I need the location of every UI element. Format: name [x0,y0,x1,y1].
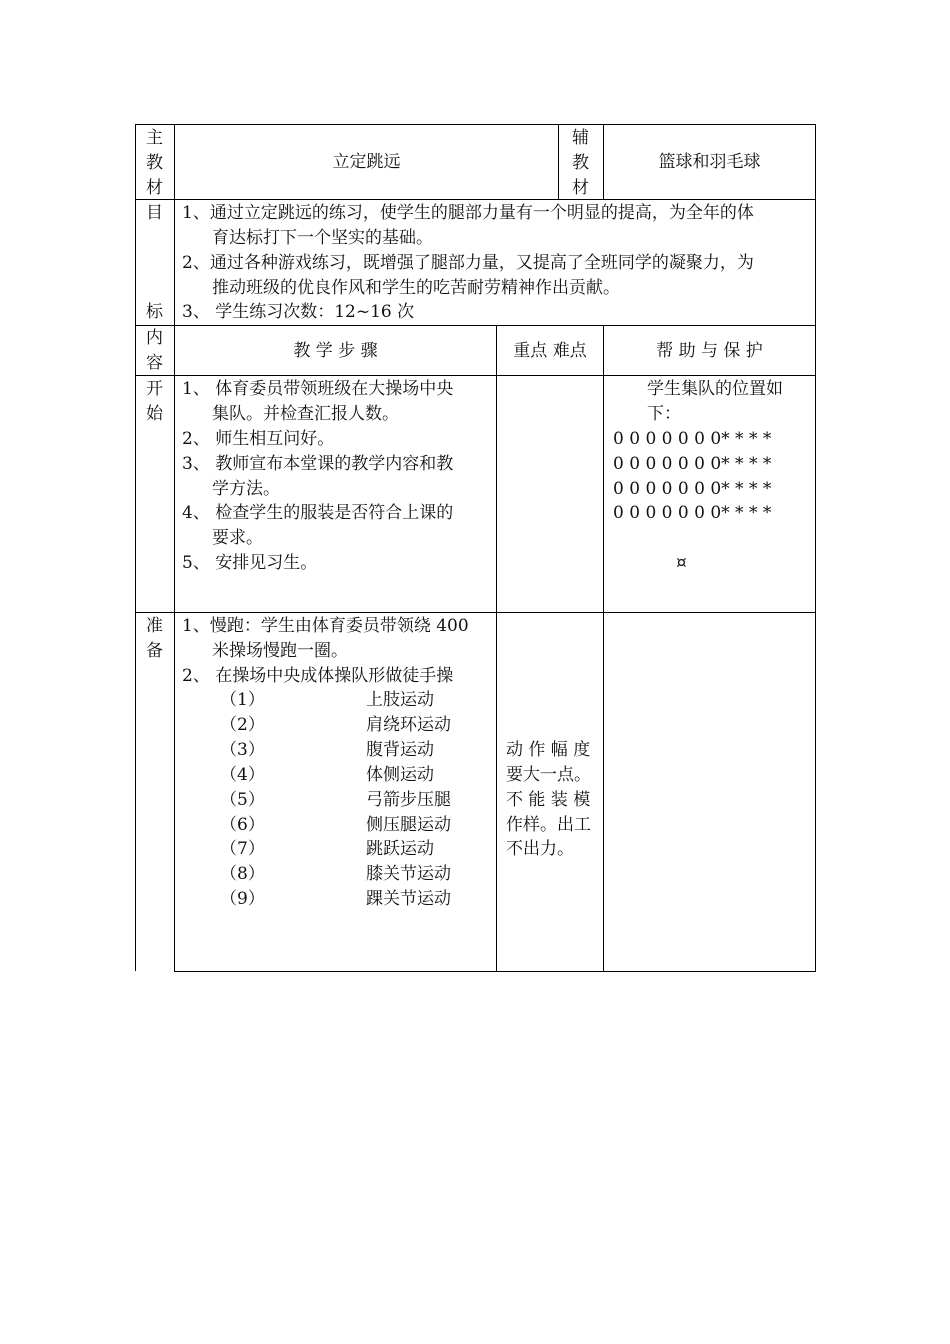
table-border-top [135,124,816,125]
exercise-number: （3） [220,740,265,760]
prep-step: 米操场慢跑一圈。 [212,641,348,661]
prep-focus-note: 动 作 幅 度 [506,740,591,760]
exercise-number: （4） [220,765,265,785]
aux-material-label: 辅 教 材 [572,128,589,198]
exercise-number: （1） [220,690,265,710]
table-col-divider [603,325,604,972]
exercise-name: 腹背运动 [366,740,434,760]
goal-line: 推动班级的优良作风和学生的吃苦耐劳精神作出贡献。 [212,278,620,298]
exercise-name: 弓箭步压腿 [366,790,451,810]
table-col-divider [496,325,497,972]
exercise-number: （5） [220,790,265,810]
exercise-name: 体侧运动 [366,765,434,785]
start-step: 学方法。 [212,479,280,499]
goal-line: 1、通过立定跳远的练习，使学生的腿部力量有一个明显的提高，为全年的体 [182,203,754,223]
exercise-number: （8） [220,864,265,884]
start-step: 要求。 [212,528,263,548]
table-row-divider [135,199,816,200]
help-protection-header: 帮 助 与 保 护 [656,341,763,361]
table-border-bottom [174,971,816,972]
start-step: 1、 体育委员带领班级在大操场中央 [182,379,454,399]
teaching-steps-header: 教 学 步 骤 [293,341,378,361]
goals-label-top: 目 [146,203,163,223]
table-row-divider [135,375,816,376]
exercise-name: 踝关节运动 [366,889,451,909]
focus-difficulty-header: 重点 难点 [513,341,587,361]
start-step: 4、 检查学生的服装是否符合上课的 [182,503,454,523]
start-step: 集队。并检查汇报人数。 [212,404,399,424]
exercise-name: 侧压腿运动 [366,815,451,835]
prep-label: 准 备 [146,616,163,661]
goal-line: 3、 学生练习次数：12~16 次 [182,302,415,322]
main-material-label: 主 教 材 [146,128,163,198]
start-step: 5、 安排见习生。 [182,553,318,573]
start-step: 3、 教师宣布本堂课的教学内容和教 [182,454,454,474]
table-row-divider [135,325,816,326]
goal-line: 育达标打下一个坚实的基础。 [212,228,433,248]
prep-focus-note: 不 能 装 模 [506,790,591,810]
prep-focus-note: 作样。出工 [506,815,591,835]
teacher-position-symbol: ¤ [676,553,687,573]
exercise-name: 跳跃运动 [366,839,434,859]
formation-row: 0 0 0 0 0 0 0* * * * [613,429,772,449]
table-border-right [815,124,816,972]
content-label: 内 容 [146,328,163,373]
start-label: 开 始 [146,379,163,424]
table-col-divider [174,124,175,972]
prep-focus-note: 要大一点。 [506,765,591,785]
goal-line: 2、通过各种游戏练习，既增强了腿部力量，又提高了全班同学的凝聚力，为 [182,253,754,273]
exercise-name: 肩绕环运动 [366,715,451,735]
formation-row: 0 0 0 0 0 0 0* * * * [613,503,772,523]
exercise-number: （2） [220,715,265,735]
table-row-divider [135,612,816,613]
prep-step: 2、 在操场中央成体操队形做徒手操 [182,666,454,686]
aux-material-value: 篮球和羽毛球 [658,152,761,172]
main-material-value: 立定跳远 [332,152,401,172]
prep-focus-note: 不出力。 [506,839,574,859]
start-step: 2、 师生相互问好。 [182,429,335,449]
exercise-number: （9） [220,889,265,909]
exercise-name: 膝关节运动 [366,864,451,884]
table-border-left [135,124,136,971]
exercise-name: 上肢运动 [366,690,434,710]
table-col-divider [558,124,559,199]
formation-row: 0 0 0 0 0 0 0* * * * [613,479,772,499]
exercise-number: （6） [220,815,265,835]
goals-label-bottom: 标 [146,302,163,322]
formation-row: 0 0 0 0 0 0 0* * * * [613,454,772,474]
exercise-number: （7） [220,839,265,859]
formation-note: 下： [647,404,681,424]
prep-step: 1、慢跑：学生由体育委员带领绕 400 [182,616,469,636]
formation-note: 学生集队的位置如 [647,379,783,399]
